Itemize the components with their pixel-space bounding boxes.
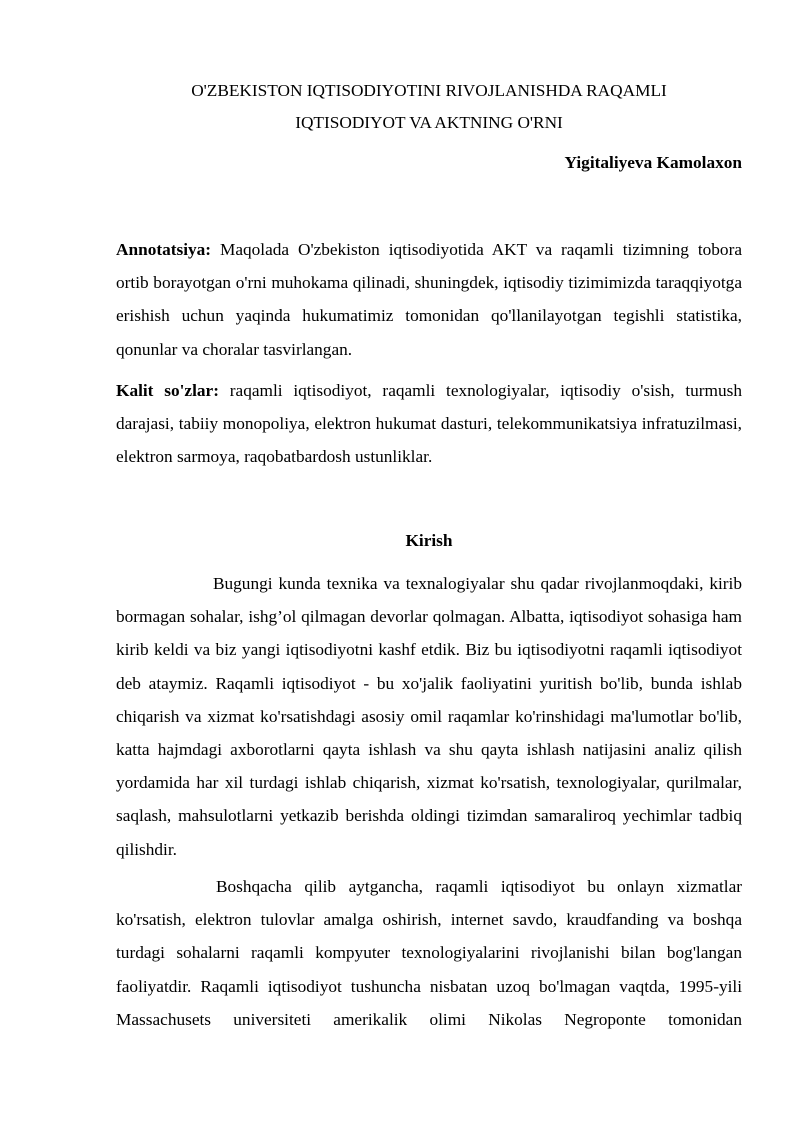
paper-title [116,75,742,139]
keywords-text: raqamli iqtisodiyot, raqamli texnologiyalar, iqtisodiy o'sish, turmush darajasi, tabiiy monopoliya, elektron hukumat dasturi, telekommunikatsiya infratuzilmasi, elektron sarmoya, raqobatbardosh ustunliklar. [116,381,743,467]
keywords-label: Kalit so'zlar: [116,381,219,400]
section-heading: Kirish [405,531,453,550]
title-line-2: IQTISODIYOT VA AKTNING O'RNI [295,113,563,132]
keywords-paragraph [116,374,742,474]
body-paragraph-2: Boshqacha qilib aytgancha, raqamli iqtisodiyot bu onlayn xizmatlar ko'rsatish, elektron tulovlar amalga oshirish, internet savdo, kraudfanding va boshqa turdagi sohalarni raqamli kompyuter texnologiyalarini rivojlanishi bilan bog'langan faoliyatdir. Raqamli iqtisodiyot tushuncha nisbatan uzoq bo'lmagan vaqtda, 1995-yili Massachusets universiteti amerikalik olimi Nikolas Negroponte tomonidan [116,877,742,1029]
title-line-1: O'ZBEKISTON IQTISODIYOTINI RIVOJLANISHDA RAQAMLI [191,81,667,100]
body-paragraph-1: Bugungi kunda texnika va texnalogiyalar shu qadar rivojlanmoqdaki, kirib bormagan sohalar, ishg’ol qilmagan devorlar qolmagan. Albatta, iqtisodiyot sohasiga ham kirib keldi va biz yangi iqtisodiyotni kashf etdik. Biz bu iqtisodiyotni raqamli iqtisodiyot deb ataymiz. Raqamli iqtisodiyot - bu xo'jalik faoliyatini yuritish bo'lib, bunda ishlab chiqarish va xizmat ko'rsatishdagi asosiy omil raqamlar ko'rinshidagi ma'lumotlar bo'lib, katta hajmdagi axborotlarni qayta ishlash va shu qayta ishlash natijasini analiz qilish yordamida har xil turdagi ishlab chiqarish, xizmat ko'rsatish, texnologiyalar, qurilmalar, saqlash, mahsulotlarni yetkazib berishda oldingi tizimdan samaraliroq yechimlar tadbiq qilishdir. [116,574,742,859]
abstract-paragraph [116,233,742,366]
author-name: Yigitaliyeva Kamolaxon [564,153,742,172]
abstract-text: Maqolada O'zbekiston iqtisodiyotida AKT va raqamli tizimning tobora ortib borayotgan o'rni muhokama qilinadi, shuningdek, iqtisodiy tizimimizda taraqqiyotga erishish uchun yaqinda hukumatimiz tomonidan qo'llanilayotgan tegishli statistika, qonunlar va choralar tasvirlangan. [116,240,742,359]
abstract-label: Annotatsiya: [116,240,212,259]
